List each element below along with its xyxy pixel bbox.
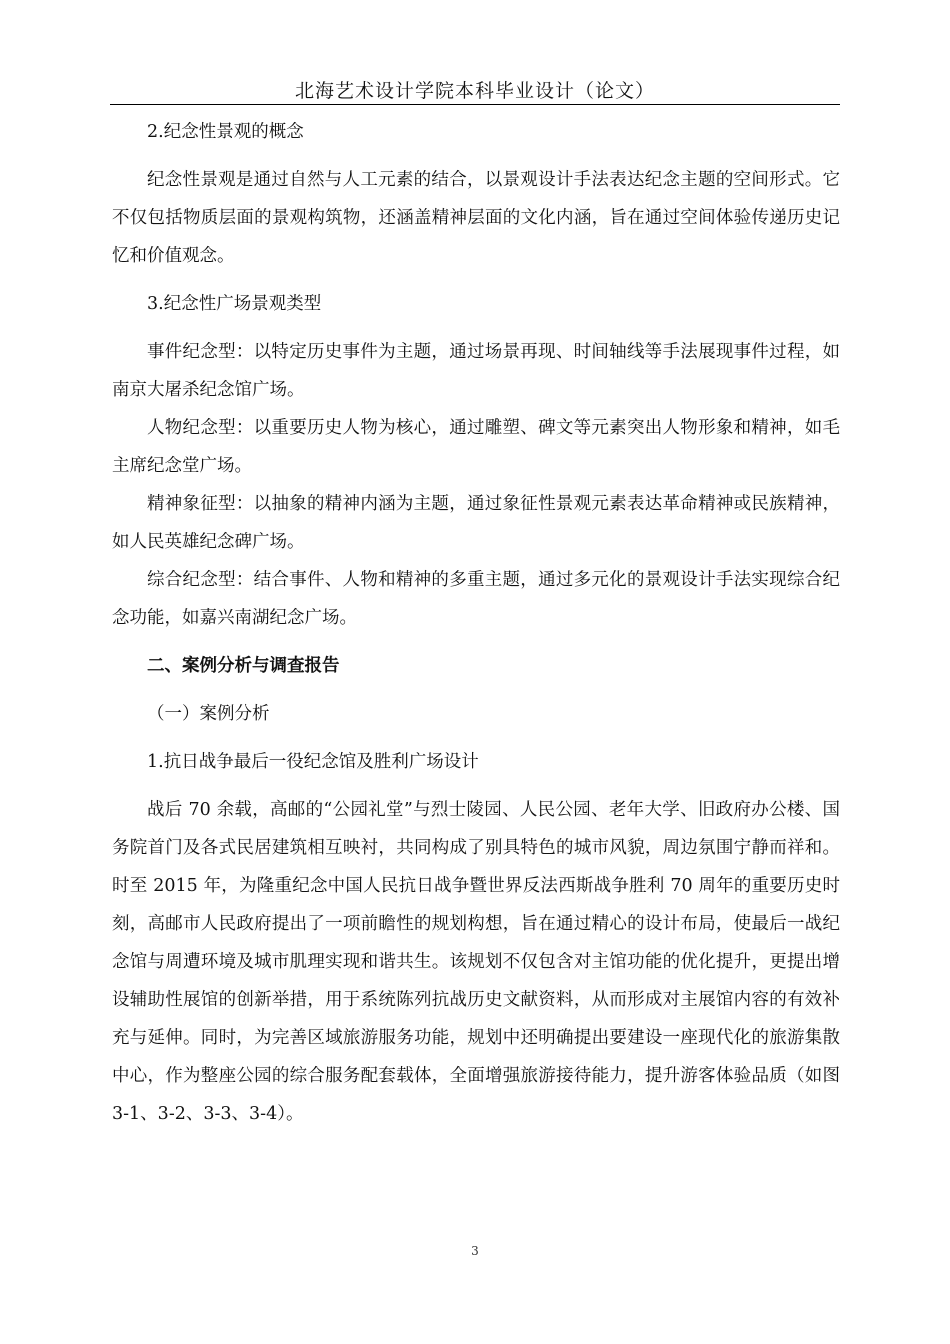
paragraph-concept: 纪念性景观是通过自然与人工元素的结合，以景观设计手法表达纪念主题的空间形式。它不仅包括物质层面的景观构筑物，还涵盖精神层面的文化内涵，旨在通过空间体验传递历史记忆和价值观念。 [112, 170, 840, 266]
section-heading-types: 3.纪念性广场景观类型 [147, 294, 322, 314]
sub-heading-case-analysis: （一）案例分析 [147, 704, 270, 724]
page-header [110, 74, 840, 105]
header-title: 北海艺术设计学院本科毕业设计（论文） [294, 80, 655, 102]
paragraph-type-event: 事件纪念型：以特定历史事件为主题，通过场景再现、时间轴线等手法展现事件过程，如南京大屠杀纪念馆广场。 [112, 342, 840, 400]
chapter-heading: 二、案例分析与调查报告 [147, 656, 340, 676]
case-heading: 1.抗日战争最后一役纪念馆及胜利广场设计 [147, 752, 479, 772]
section-heading-concept: 2.纪念性景观的概念 [147, 122, 304, 142]
paragraph-type-comprehensive: 综合纪念型：结合事件、人物和精神的多重主题，通过多元化的景观设计手法实现综合纪念功能，如嘉兴南湖纪念广场。 [112, 570, 840, 628]
paragraph-case: 战后 70 余载，高邮的“公园礼堂”与烈士陵园、人民公园、老年大学、旧政府办公楼、国务院首门及各式民居建筑相互映衬，共同构成了别具特色的城市风貌，周边氛围宁静而祥和。时至 2015 年，为隆重纪念中国人民抗日战争暨世界反法西斯战争胜利 70 周年的重要历史时刻，高邮市人民政府提出了一项前瞻性的规划构想，旨在通过精心的设计布局，使最后一战纪念馆与周遭环境及城市肌理实现和谐共生。该规划不仅包含对主馆功能的优化提升，更提出增设辅助性展馆的创新举措，用于系统陈列抗战历史文献资料，从而形成对主展馆内容的有效补充与延伸。同时，为完善区域旅游服务功能，规划中还明确提出要建设一座现代化的旅游集散中心，作为整座公园的综合服务配套载体，全面增强旅游接待能力，提升游客体验品质（如图 3-1、3-2、3-3、3-4）。 [112, 800, 840, 1124]
document-body [112, 113, 840, 1133]
paragraph-type-person: 人物纪念型：以重要历史人物为核心，通过雕塑、碑文等元素突出人物形象和精神，如毛主席纪念堂广场。 [112, 418, 840, 476]
page-number: 3 [471, 1244, 479, 1258]
paragraph-type-spirit: 精神象征型：以抽象的精神内涵为主题，通过象征性景观元素表达革命精神或民族精神，如人民英雄纪念碑广场。 [112, 494, 840, 552]
